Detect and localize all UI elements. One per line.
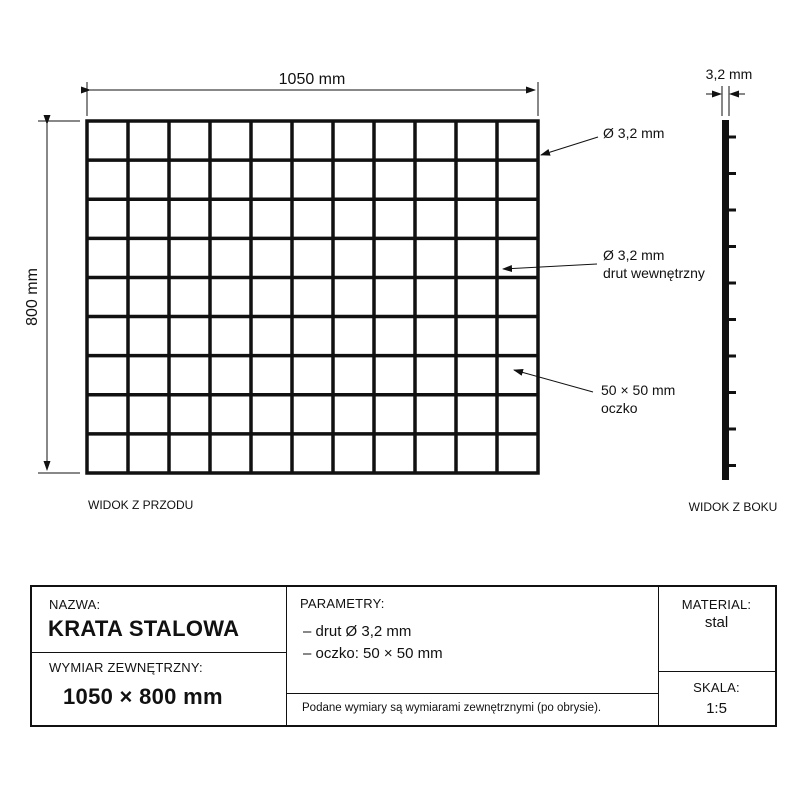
inner-wire-leader bbox=[503, 264, 597, 269]
divider-h-left bbox=[32, 652, 286, 653]
grid-frame bbox=[87, 121, 538, 473]
mesh-label-2: oczko bbox=[601, 400, 638, 416]
side-wire-end bbox=[729, 282, 736, 285]
side-wire-end bbox=[729, 464, 736, 467]
divider-h-right bbox=[658, 671, 775, 672]
front-view-caption: WIDOK Z PRZODU bbox=[88, 498, 194, 512]
callout-outer-wire bbox=[541, 125, 664, 155]
width-label: 1050 mm bbox=[278, 71, 346, 88]
side-ticks bbox=[729, 136, 736, 468]
thickness-dimension bbox=[706, 66, 753, 116]
side-wire-end bbox=[729, 391, 736, 394]
height-label: 800 mm bbox=[24, 268, 41, 326]
width-dimension bbox=[87, 71, 538, 116]
material-value: stal bbox=[704, 614, 729, 631]
dims-value: 1050 × 800 mm bbox=[63, 684, 223, 709]
name-value: KRATA STALOWA bbox=[48, 616, 240, 641]
dims-label: WYMIAR ZEWNĘTRZNY: bbox=[49, 660, 203, 675]
thickness-label: 3,2 mm bbox=[705, 66, 753, 82]
scale-label: SKALA: bbox=[693, 680, 740, 695]
side-view bbox=[722, 120, 736, 480]
side-wire-end bbox=[729, 136, 736, 139]
name-label: NAZWA: bbox=[49, 597, 101, 612]
height-dimension bbox=[24, 121, 80, 473]
side-wire-end bbox=[729, 355, 736, 358]
front-view bbox=[87, 121, 538, 473]
side-bar bbox=[722, 120, 729, 480]
side-wire-end bbox=[729, 245, 736, 248]
side-wire-end bbox=[729, 209, 736, 212]
scale-value: 1:5 bbox=[706, 700, 727, 717]
divider-v1 bbox=[286, 587, 287, 725]
grid-lines bbox=[87, 121, 538, 473]
mesh-leader bbox=[514, 370, 593, 392]
outer-wire-label: Ø 3,2 mm bbox=[603, 125, 665, 141]
side-view-caption: WIDOK Z BOKU bbox=[688, 500, 778, 514]
mesh-label-1: 50 × 50 mm bbox=[601, 382, 676, 398]
material-label: MATERIAL: bbox=[681, 597, 752, 612]
outer-wire-leader bbox=[541, 137, 598, 155]
divider-h-mid bbox=[286, 693, 658, 694]
params-label: PARAMETRY: bbox=[300, 596, 385, 611]
side-wire-end bbox=[729, 318, 736, 321]
param-mesh: – oczko: 50 × 50 mm bbox=[303, 645, 443, 662]
inner-wire-label-2: drut wewnętrzny bbox=[603, 265, 705, 281]
param-wire: – drut Ø 3,2 mm bbox=[303, 623, 412, 640]
inner-wire-label-1: Ø 3,2 mm bbox=[603, 247, 665, 263]
note: Podane wymiary są wymiarami zewnętrznymi (po obrysie). bbox=[302, 702, 602, 714]
side-wire-end bbox=[729, 428, 736, 431]
title-block bbox=[30, 585, 777, 727]
side-wire-end bbox=[729, 172, 736, 175]
